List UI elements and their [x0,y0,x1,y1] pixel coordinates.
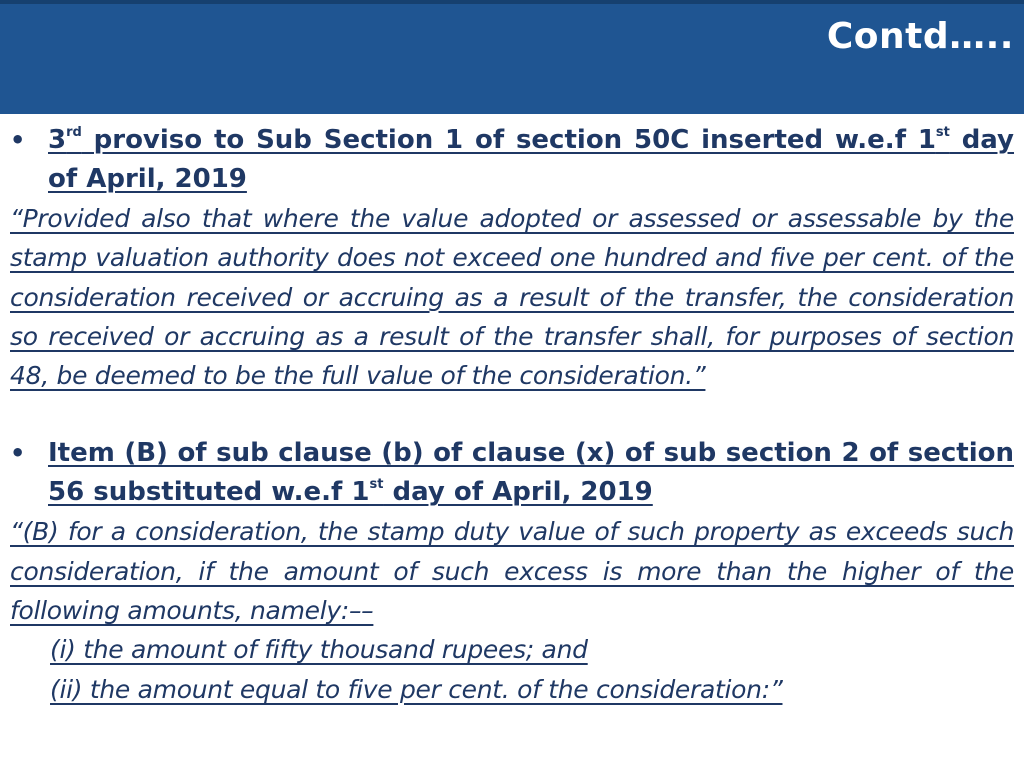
heading-56-sup: st [369,477,384,493]
heading-50c-pre: 3 [48,125,67,155]
heading-56-text [48,434,1014,512]
slide-title: Contd….. [826,16,1014,57]
bullet-icon: • [10,126,26,154]
quote-56: “(B) for a consideration, the stamp duty value of such property as exceeds such consideration, if the amount of such excess is more than the higher of the following amounts, namely:–– [10,517,1014,626]
heading-50c-post: day of April, 2019 [48,125,1015,194]
heading-50c-text [48,121,1014,199]
slide-header [0,0,1024,114]
bullet-heading-50c [10,121,1014,199]
slide-content [10,121,1014,709]
heading-50c-sup2: st [935,125,950,140]
bullet-heading-56 [10,434,1014,512]
heading-50c-mid: proviso to Sub Section 1 of section 50C inserted w.e.f 1 [81,125,936,155]
quote-56-item-ii: (ii) the amount equal to five per cent. of the consideration:” [50,674,783,704]
heading-56-post: day of April, 2019 [383,477,653,508]
heading-50c-sup: rd [66,125,82,140]
quote-50c: “Provided also that where the value adopted or assessed or assessable by the stamp valuation authority does not exceed one hundred and five per cent. of the consideration received or accruing as a result of the transfer, the consideration so received or accruing as a result of the transfer shall, for purposes of section 48, be deemed to be the full value of the consideration.” [10,204,1014,391]
bullet-icon: • [10,439,26,468]
heading-56-pre: Item (B) of sub clause (b) of clause (x) of sub section 2 of section 56 substituted w.e.f 1 [48,438,1014,508]
quote-56-item-i: (i) the amount of fifty thousand rupees; and [50,635,588,665]
spacer [10,395,1014,434]
